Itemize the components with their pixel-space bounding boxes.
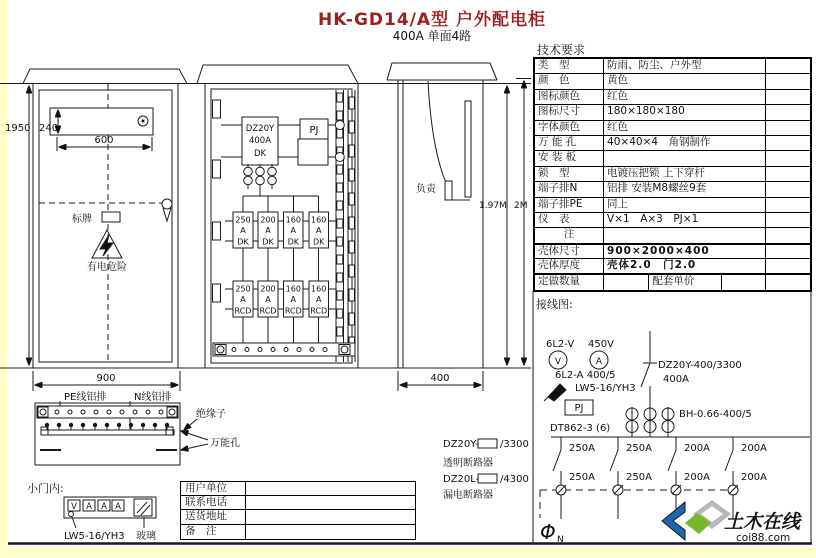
rcd4-type: RCD: [310, 306, 328, 316]
rcd3-type: RCD: [284, 306, 302, 316]
tech-label: 壳体厚度: [535, 259, 604, 274]
dk4-a: A: [315, 226, 322, 235]
neutral-letter: N: [557, 535, 564, 545]
tech-label: 壳体尺寸: [535, 244, 604, 259]
insulator-pin-heads: [45, 423, 168, 426]
tech-requirements-table: [533, 57, 812, 292]
page-subtitle: 400A 单面4路: [392, 29, 472, 43]
voltmeter-letter: V: [554, 357, 562, 367]
wiring-diagram: [536, 297, 810, 545]
note1-suffix: /3300: [500, 439, 529, 450]
neutral-phase-symbol: Φ: [540, 520, 556, 544]
branch-circuit-2: [610, 437, 652, 519]
pe-bar-label: PE线铝排: [64, 392, 107, 403]
tech-value: V×1 A×3 PJ×1: [604, 213, 766, 228]
terminal-rail: [337, 93, 343, 354]
dim-2m: 2M: [514, 201, 528, 211]
rcd2-type: RCD: [259, 306, 277, 316]
breaker-notes: [443, 439, 529, 501]
cam-switch-icon: [548, 384, 566, 401]
rcd2-amp: 200: [260, 284, 276, 294]
contact-value: [246, 496, 415, 510]
tech-label: 端子排PE: [535, 198, 604, 213]
qty-value-cell: [604, 274, 649, 289]
dk4-amp: 160: [311, 215, 327, 225]
branch4-top-rating: 200A: [741, 443, 767, 454]
note2-desc: 漏电断路器: [443, 490, 493, 501]
tech-label: 锁 型: [535, 167, 604, 182]
tech-label: 端子排N: [535, 182, 604, 197]
nameplate-label: 标牌: [72, 214, 92, 225]
cabinet-internal-view: [197, 65, 358, 368]
pj-meter-label: PJ: [309, 125, 319, 136]
watermark-logo: [662, 500, 802, 544]
glass-label: 玻璃: [136, 531, 156, 542]
padlock-icon: [162, 199, 172, 209]
tech-value: 红色: [604, 90, 766, 105]
main-breaker-model: DZ20Y: [245, 124, 275, 134]
contact-label: 用户单位: [181, 482, 246, 496]
branch3-bottom-rating: 200A: [684, 472, 710, 483]
tech-margin-cell: [766, 59, 810, 74]
voltage-label: 450V: [588, 339, 614, 350]
dim-197m: 1.97M: [479, 201, 507, 211]
dk2-amp: 200: [260, 215, 276, 225]
insulator-label: 绝缘子: [196, 409, 226, 420]
dim-600: 600: [94, 135, 114, 146]
dim-240: 240: [39, 123, 59, 134]
tech-requirements-header: 技术要求: [537, 43, 586, 57]
watermark-chevron-icon: [662, 502, 685, 540]
main-breaker-rating: 400A: [248, 136, 272, 146]
rcd1-type: RCD: [234, 306, 252, 316]
branch-circuit-4: [725, 437, 767, 519]
main-breaker-label: DZ20Y-400/3300: [658, 360, 742, 371]
tech-value: [604, 151, 766, 166]
tech-value: 黄色: [604, 74, 766, 89]
dk3-a: A: [290, 226, 297, 235]
tech-label: 仪 表: [535, 213, 604, 228]
price-label: 配套单价: [649, 274, 722, 289]
contact-value: [246, 510, 415, 524]
meter-a1: A: [86, 502, 92, 512]
branch3-top-rating: 200A: [684, 443, 710, 454]
tech-value: 900×2000×400: [604, 244, 766, 259]
door-switch-label: LW5-16/YH3: [64, 531, 125, 542]
main-rating-label: 400A: [663, 374, 689, 385]
small-door-label: 小门内:: [27, 482, 64, 495]
danger-label: 有电危险: [87, 262, 127, 273]
busbar-detail: [35, 390, 240, 465]
tech-value: 铝排 安装M8螺丝9套: [604, 182, 766, 197]
universal-hole-label: 万能孔: [210, 438, 240, 449]
tech-value: [604, 228, 766, 243]
note2-model: DZ20L-: [443, 474, 480, 485]
tech-label: 字体颜色: [535, 121, 604, 136]
meter-a3: A: [115, 502, 121, 512]
dk1-type: DK: [237, 237, 249, 247]
ct-model-label: BH-0.66-400/5: [679, 409, 752, 420]
dim-400: 400: [430, 373, 450, 384]
tech-label: 图标尺寸: [535, 105, 604, 120]
rcd4-a: A: [315, 295, 322, 304]
pj-box-label: PJ: [574, 403, 584, 414]
tech-value: 防雨、防尘、户外型: [604, 59, 766, 74]
side-view-label: 负责: [416, 184, 436, 195]
tech-value: 壳体2.0 门2.0: [604, 259, 766, 274]
dk4-type: DK: [312, 237, 325, 247]
note2-suffix: /4300: [500, 474, 529, 485]
tech-value: 40×40×4 角钢制作: [604, 136, 766, 151]
dim-1950: 1950: [5, 123, 31, 134]
rcd1-amp: 250: [235, 284, 251, 294]
branch1-top-rating: 250A: [569, 443, 595, 454]
tech-value: 电镀压把锁 上下穿杆: [604, 167, 766, 182]
contact-label: 备 注: [181, 525, 246, 539]
contact-value: [246, 482, 415, 496]
meter-a2: A: [101, 502, 107, 512]
meter-v: V: [71, 502, 77, 512]
switch-model-label: LW5-16/YH3: [575, 383, 636, 394]
note1-desc: 透明断路器: [443, 458, 493, 469]
contact-value: [246, 525, 415, 539]
tech-label: 安 装 板: [535, 151, 604, 166]
branch4-bottom-rating: 200A: [741, 472, 767, 483]
qty-label: 定做数量: [535, 274, 604, 289]
branch2-top-rating: 250A: [626, 443, 652, 454]
front-view: [5, 69, 187, 391]
contact-table: [180, 481, 416, 540]
energy-meter-label: DT862-3 (6): [550, 423, 611, 434]
branch1-bottom-rating: 250A: [569, 472, 595, 483]
rcd2-a: A: [265, 295, 271, 304]
dk-breaker-row: [233, 212, 329, 248]
tech-value: 红色: [604, 121, 766, 136]
dk3-type: DK: [287, 237, 300, 247]
watermark-name: 土木在线: [724, 511, 801, 533]
ammeter-letter: A: [595, 357, 603, 367]
branch-circuit-1: [553, 437, 595, 519]
ammeter-model: 6L2-A 400/5: [555, 370, 616, 381]
tech-label: 万 能 孔: [535, 136, 604, 151]
page-title: HK-GD14/A型 户外配电柜: [318, 10, 546, 30]
dk2-type: DK: [262, 237, 274, 247]
rcd4-amp: 160: [311, 284, 327, 294]
tech-label: 注: [535, 228, 604, 243]
branch2-bottom-rating: 250A: [626, 472, 652, 483]
rcd3-a: A: [290, 295, 297, 304]
rcd3-amp: 160: [285, 284, 301, 294]
rcd1-a: A: [240, 295, 246, 304]
ct-symbols: [626, 407, 674, 437]
main-breaker-type: DK: [253, 149, 267, 159]
tech-value: 180×180×180: [604, 105, 766, 120]
side-view: [387, 63, 531, 391]
dk1-amp: 250: [235, 215, 251, 225]
wiring-section-label: 接线图:: [536, 298, 573, 311]
watermark-site: coi88.com: [736, 532, 791, 544]
door-hinges: [213, 100, 221, 302]
dim-900: 900: [96, 373, 116, 384]
door-meter-panel: [27, 481, 156, 542]
tech-value: 同上: [604, 198, 766, 213]
tech-label: 颜 色: [535, 74, 604, 89]
note1-model: DZ20Y-: [443, 439, 479, 450]
price-value-cell: [722, 274, 765, 289]
dk2-a: A: [265, 226, 271, 235]
tech-label: 图标颜色: [535, 90, 604, 105]
ct-coils: [244, 164, 277, 189]
voltmeter-model: 6L2-V: [546, 339, 575, 350]
contact-label: 送货地址: [181, 510, 246, 524]
tech-label: 类 型: [535, 59, 604, 74]
dk3-amp: 160: [285, 215, 301, 225]
n-bar-label: N线铝排: [134, 392, 172, 403]
padlock-icon: [163, 208, 171, 221]
contact-label: 联系电话: [181, 496, 246, 510]
rcd-breaker-row: [233, 281, 329, 317]
dk1-a: A: [240, 226, 246, 235]
